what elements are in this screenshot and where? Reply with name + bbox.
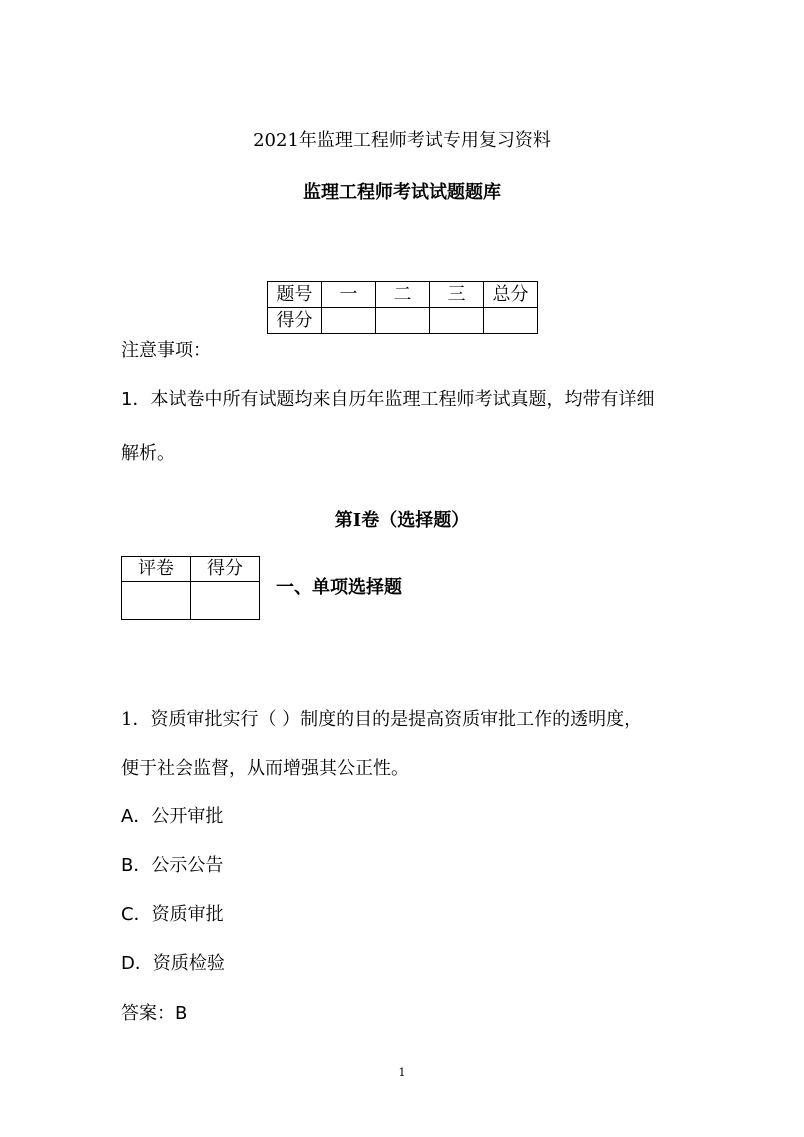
score-header-part-1: 一 [322,282,376,308]
score-cell-total [484,308,538,334]
question-1-option-b: B．公示公告 [121,855,224,876]
score-table-score-row [268,308,538,334]
score-header-part-2: 二 [376,282,430,308]
notes-label: 注意事项： [121,340,211,361]
grader-cell-reviewer [122,582,191,620]
grader-table-body-row [122,582,260,620]
score-header-part-3: 三 [430,282,484,308]
part-title: 一、单项选择题 [276,577,402,598]
question-1-option-d: D．资质检验 [121,953,225,974]
score-table [267,281,538,334]
note-item-1-line-1: 1．本试卷中所有试题均来自历年监理工程师考试真题，均带有详细 [121,389,655,410]
question-1-stem-line-2: 便于社会监督，从而增强其公正性。 [121,758,409,779]
grader-table [121,556,260,620]
score-header-question-no: 题号 [268,282,322,308]
question-1-stem-line-1: 1．资质审批实行（ ）制度的目的是提高资质审批工作的透明度， [121,709,643,730]
question-1-option-a: A．公开审批 [121,806,224,827]
score-header-total: 总分 [484,282,538,308]
grader-header-score: 得分 [191,557,260,582]
score-cell-part-1 [322,308,376,334]
document-subtitle: 2021年监理工程师考试专用复习资料 [253,130,551,151]
grader-table-header-row [122,557,260,582]
score-table-header-row [268,282,538,308]
page-number: 1 [398,1066,406,1079]
note-item-1-line-2: 解析。 [121,443,175,464]
question-1-answer: 答案：B [121,1003,188,1024]
score-row-label: 得分 [268,308,322,334]
score-cell-part-3 [430,308,484,334]
grader-cell-score [191,582,260,620]
grader-header-reviewer: 评卷 [122,557,191,582]
section-title: 第I卷（选择题） [334,510,470,531]
score-cell-part-2 [376,308,430,334]
question-1-option-c: C．资质审批 [121,904,224,925]
document-title: 监理工程师考试试题题库 [303,182,501,203]
